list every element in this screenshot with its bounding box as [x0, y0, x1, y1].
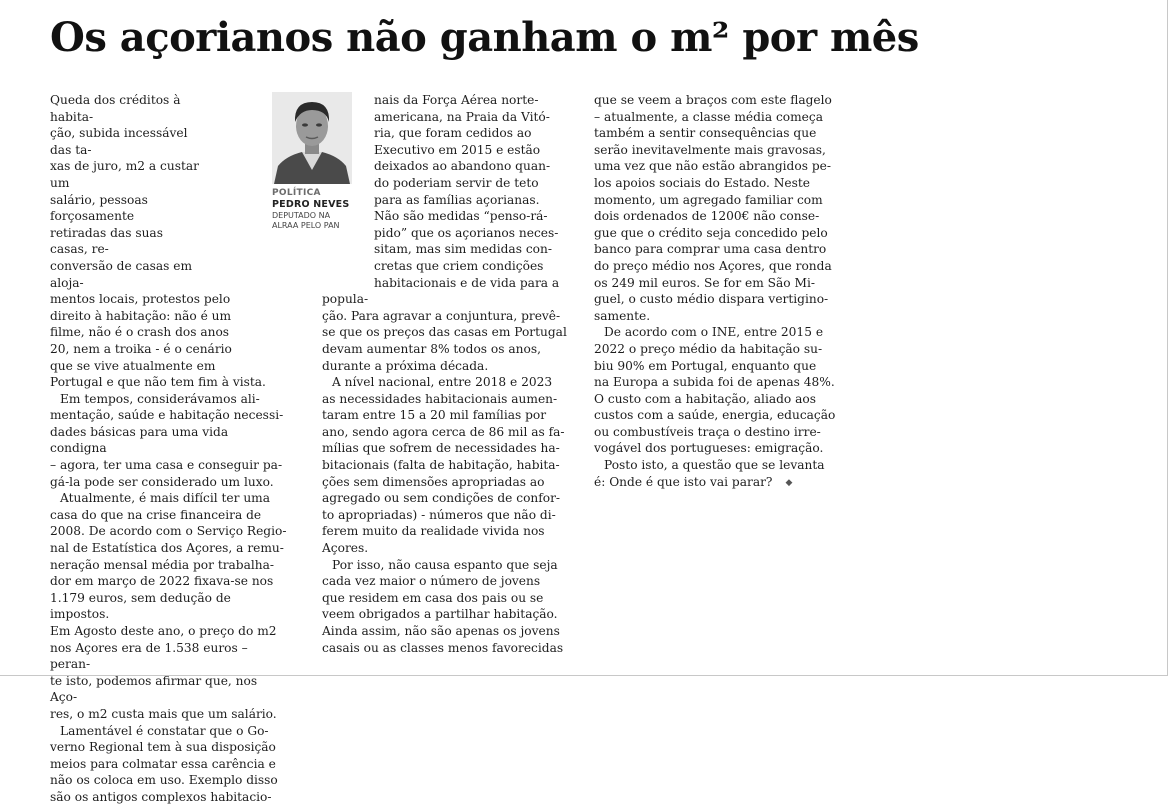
paragraph: Em tempos, considerávamos ali- mentação, saúde e habitação necessi- dades básicas para uma vida condigna – agora, ter uma casa e conseguir pa- gá-la pode ser considerado um luxo. — [50, 391, 284, 489]
paragraph: Lamentável é constatar que o Go- verno Regional tem à sua disposição meios para colmatar essa carência e não os coloca em uso. Exemplo disso são os antigos complexos habitacio- — [50, 723, 278, 804]
paragraph: A nível nacional, entre 2018 e 2023 as necessidades habitacionais aumen- taram entre 15 a 20 mil famílias por ano, sendo agora cerca de 86 mil as fa- mílias que sofrem de necessidades ha- bitacionais (falta de habitação, habita- ções sem dimensões apropriadas ao agregado ou sem condições de confor- to apropriadas) - números que não di- ferem muito da realidade vivida nos Açores. — [322, 375, 565, 556]
paragraph: De acordo com o INE, entre 2015 e 2022 o preço médio da habitação su- biu 90% em Portugal, enquanto que na Europa a subida foi de apenas 48%. O custo com a habitação, aliado aos custos com a saúde, energia, educação ou combustíveis traça o destino irre- vogável dos portugueses: emigração. — [594, 325, 836, 456]
end-of-article-icon: ◆ — [785, 477, 793, 488]
author-box-spacer — [322, 92, 374, 288]
section-label: POLÍTICA — [272, 188, 321, 198]
paragraph: Atualmente, é mais difícil ter uma casa do que na crise financeira de 2008. De acordo com o Serviço Regio- nal de Estatística dos Açores, a remu- neração mensal média por trabalha- dor em março de 2022 fixava-se nos 1.179 euros, sem dedução de impostos. Em Agosto deste ano, o preço do m2 nos Açores era de 1.538 euros – peran- te isto, podemos afirmar que, nos Aço- res, o m2 custa mais que um salário. — [50, 491, 287, 721]
paragraph: nais da Força Aérea norte- americana, na Praia da Vitó- ria, que foram cedidos ao Executivo em 2015 e estão deixados ao abandono quan- do poderiam servir de teto para as famílias açorianas. Não são medidas “penso-rá- pido” que os açorianos neces- sitam, mas sim medidas con- cretas que criem condições habitacionais e de vida para a popula- ção. Para agravar a conjuntura, prevê- se que os preços das casas em Portugal devam aumentar 8% todos os anos, durante a próxima década. — [322, 93, 567, 373]
article-column-1 — [50, 92, 288, 806]
article-column-2 — [322, 92, 580, 656]
author-role: DEPUTADO NA ALRAA PELO PAN — [272, 211, 340, 230]
article-column-3 — [594, 92, 852, 491]
paragraph — [594, 457, 852, 491]
headline: Os açorianos não ganham o m² por mês — [50, 14, 919, 61]
closing-text: Posto isto, a questão que se levanta é: Onde é que isto vai parar? — [594, 458, 825, 489]
paragraph: Por isso, não causa espanto que seja cada vez maior o número de jovens que residem em casa dos pais ou se veem obrigados a partilhar habitação. Ainda assim, não são apenas os jovens casais ou as classes menos favorecidas — [322, 557, 564, 655]
paragraph: que se veem a braços com este flagelo – atualmente, a classe média começa também a sentir consequências que serão inevitavelmente mais gravosas, uma vez que não estão abrangidos pe- los apoios sociais do Estado. Neste momento, um agregado familiar com dois ordenados de 1200€ não conse- gue que o crédito seja concedido pelo banco para comprar uma casa dentro do preço médio nos Açores, que ronda os 249 mil euros. Se for em São Mi- guel, o custo médio dispara vertigino- samente. — [594, 93, 832, 323]
paragraph: Queda dos créditos à habita- ção, subida incessável das ta- xas de juro, m2 a custar um salário, pessoas forçosamente retiradas das suas casas, re- conversão de casas em aloja- mentos locais, protestos pelo direito à habitação: não é um filme, não é o crash dos anos 20, nem a troika - é o cenário que se vive atualmente em Portugal e que não tem fim à vista. — [50, 93, 266, 390]
author-name: PEDRO NEVES — [272, 199, 350, 210]
